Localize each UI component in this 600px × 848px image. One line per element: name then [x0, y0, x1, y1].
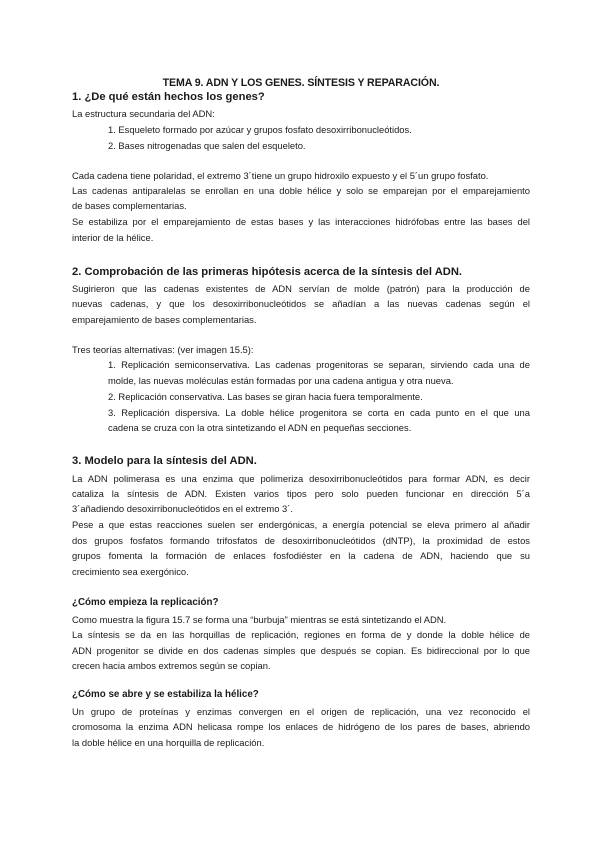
paragraph-line: Cada cadena tiene polaridad, el extremo 3´tiene un grupo hidroxilo expuesto y el 5´un grupo fosfato. — [72, 170, 489, 181]
document-page — [72, 0, 530, 848]
paragraph-line: Como muestra la figura 15.7 se forma una “burbuja” mientras se está sintetizando el ADN. — [72, 614, 447, 625]
paragraph-line: ADN progenitor se divide en dos cadenas simples que después se copian. Es bidireccional por lo que — [72, 645, 530, 656]
section-3-heading: 3. Modelo para la síntesis del ADN. — [72, 455, 257, 467]
paragraph-line: cataliza la síntesis de ADN. Existen varios tipos pero solo pueden funcionar en dirección 5´a — [72, 488, 530, 499]
subsection-heading-start: ¿Cómo empieza la replicación? — [72, 597, 219, 608]
section-2-heading: 2. Comprobación de las primeras hipótesis acerca de la síntesis del ADN. — [72, 266, 463, 278]
paragraph-line: La ADN polimerasa es una enzima que polimeriza desoxirribonucleótidos para formar ADN, es decir — [72, 473, 530, 484]
paragraph-line: dos grupos fosfatos formando trifosfatos de desoxirribonucleótidos (dNTP), la proximidad de estos — [72, 535, 530, 546]
list-item: 1. Esqueleto formado por azúcar y grupos fosfato desoxirribonucleótidos. — [108, 124, 412, 135]
paragraph-line: la doble hélice en una horquilla de replicación. — [72, 737, 265, 748]
document-title: TEMA 9. ADN Y LOS GENES. SÍNTESIS Y REPARACIÓN. — [162, 77, 440, 89]
paragraph-line: emparejamiento de bases complementarias. — [72, 314, 257, 325]
list-item: 2. Bases nitrogenadas que salen del esqueleto. — [108, 140, 306, 151]
paragraph-line: 3´añadiendo desoxirribonucleótidos en el extremo 3´. — [72, 503, 293, 514]
paragraph-line: cromosoma la enzima ADN helicasa rompe los enlaces de hidrógeno de los pares de bases, abriendo — [72, 721, 530, 732]
list-item: cadena se cruza con la otra sintetizando el ADN en pequeñas secciones. — [108, 422, 412, 433]
paragraph-line: Sugirieron que las cadenas existentes de ADN servían de molde (patrón) para la producción de — [72, 283, 530, 294]
list-item: 2. Replicación conservativa. Las bases se giran hacia fuera temporalmente. — [108, 391, 423, 402]
paragraph-line: La síntesis se da en las horquillas de replicación, regiones en forma de y donde la doble hélice de — [72, 629, 530, 640]
paragraph-line: crecen hacia ambos extremos según se copian. — [72, 660, 271, 671]
paragraph-line: interior de la hélice. — [72, 232, 154, 243]
paragraph-line: Pese a que estas reacciones suelen ser endergónicas, a energía potencial se eleva primero al añadir — [72, 519, 530, 530]
paragraph-line: Las cadenas antiparalelas se enrollan en una doble hélice y solo se emparejan por el emparejamiento — [72, 185, 530, 196]
paragraph-line: grupos fomenta la formación de enlaces fosfodiéster en la cadena de ADN, haciendo que su — [72, 550, 530, 561]
paragraph-line: crecimiento sea exergónico. — [72, 566, 189, 577]
subsection-heading-helix: ¿Cómo se abre y se estabiliza la hélice? — [72, 689, 259, 700]
section-2-intro: Tres teorías alternativas: (ver imagen 15.5): — [72, 344, 254, 355]
section-1-heading: 1. ¿De qué están hechos los genes? — [72, 91, 265, 103]
paragraph-line: de bases complementarias. — [72, 200, 187, 211]
section-1-intro: La estructura secundaria del ADN: — [72, 108, 215, 119]
paragraph-line: nuevas cadenas, y que los desoxirribonucleótidos se añadían a las nuevas cadenas según el — [72, 298, 530, 309]
list-item: 3. Replicación dispersiva. La doble hélice progenitora se corta en cada punto en el que una — [108, 407, 530, 418]
list-item: 1. Replicación semiconservativa. Las cadenas progenitoras se separan, sirviendo cada una de — [108, 359, 530, 370]
list-item: molde, las nuevas moléculas están formadas por una cadena antigua y otra nueva. — [108, 375, 454, 386]
paragraph-line: Se estabiliza por el emparejamiento de estas bases y las interacciones hidrófobas entre las bases del — [72, 216, 530, 227]
paragraph-line: Un grupo de proteínas y enzimas convergen en el origen de replicación, una vez reconocido el — [72, 706, 530, 717]
